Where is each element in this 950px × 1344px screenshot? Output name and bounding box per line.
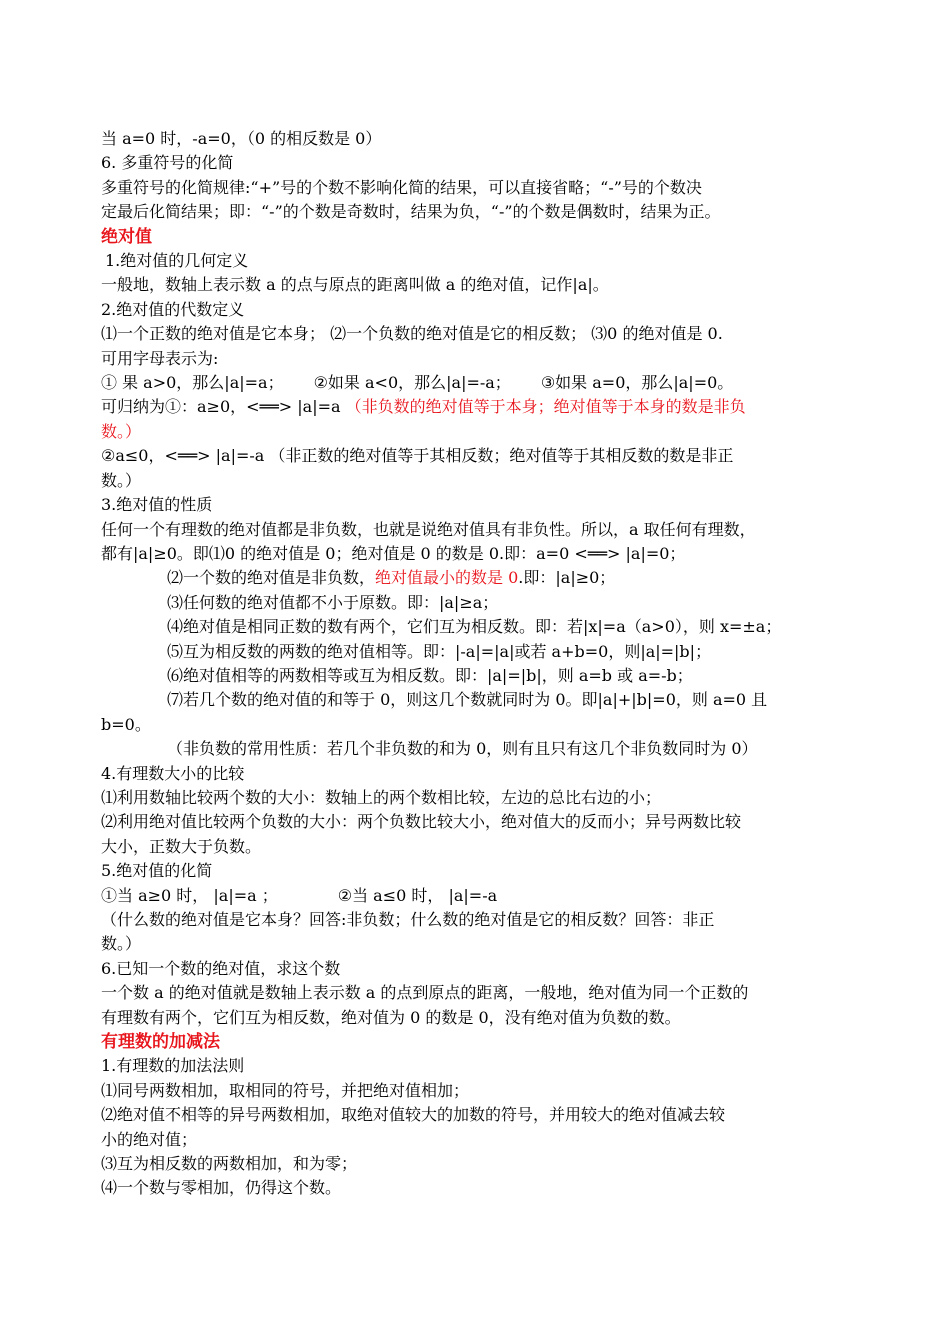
section-title: 6. 多重符号的化简 [101, 153, 234, 173]
text-line: 当 a=0 时，-a=0，（0 的相反数是 0） [101, 129, 382, 148]
text-line: ⑵利用绝对值比较两个负数的大小：两个负数比较大小，绝对值大的反而小；异号两数比较 [101, 812, 742, 832]
section-title: 1.绝对值的几何定义 [105, 251, 249, 271]
text-line: ②a≤0，<══> |a|=-a （非正数的绝对值等于其相反数；绝对值等于其相反数的数是非正 [101, 446, 734, 466]
text-line: ⑵绝对值不相等的异号两数相加，取绝对值较大的加数的符号，并用较大的绝对值减去较 [101, 1105, 726, 1125]
text-line: 小的绝对值； [101, 1129, 198, 1149]
text-line: 一个数 a 的绝对值就是数轴上表示数 a 的点到原点的距离，一般地，绝对值为同一个正数的 [101, 983, 749, 1003]
text-line: ⑹绝对值相等的两数相等或互为相反数。即：|a|=|b|，则 a=b 或 a=-b； [167, 665, 693, 685]
section-title: 3.绝对值的性质 [101, 495, 213, 515]
text-line: ⑷一个数与零相加，仍得这个数。 [101, 1178, 342, 1198]
section-title: 4.有理数大小的比较 [101, 763, 245, 783]
text-line: 有理数有两个，它们互为相反数，绝对值为 0 的数是 0，没有绝对值为负数的数。 [101, 1007, 681, 1027]
section-title: 2.绝对值的代数定义 [101, 299, 245, 319]
text-line: 多重符号的化简规律:“+”号的个数不影响化简的结果，可以直接省略；“-”号的个数决 [101, 177, 702, 197]
text-line: 数。） [101, 470, 142, 490]
section-title: 5.绝对值的化简 [101, 861, 213, 881]
text-line: 定最后化简结果；即：“-”的个数是奇数时，结果为负，“-”的个数是偶数时，结果为正。 [101, 202, 721, 222]
text-line: 数。） [101, 934, 142, 954]
text-line: 一般地，数轴上表示数 a 的点与原点的距离叫做 a 的绝对值，记作|a|。 [101, 275, 609, 295]
property-text: ⑵一个数的绝对值是非负数， [167, 568, 376, 588]
document-page [101, 127, 861, 1201]
text-line [101, 371, 861, 395]
highlight-text: （非负数的绝对值等于本身；绝对值等于本身的数是非负 [345, 397, 746, 417]
text-line: （非负数的常用性质：若几个非负数的和为 0，则有且只有这几个非负数同时为 0） [167, 739, 758, 759]
text-line: ⑶任何数的绝对值都不小于原数。即：|a|≥a； [167, 592, 499, 612]
property-text: .即：|a|≥0； [518, 568, 616, 588]
text-line: 任何一个有理数的绝对值都是非负数，也就是说绝对值具有非负性。所以，a 取任何有理数， [101, 519, 756, 539]
text-line: ⑴一个正数的绝对值是它本身； ⑵一个负数的绝对值是它的相反数； ⑶0 的绝对值是 0. [101, 324, 723, 344]
text-line: ⑸互为相反数的两数的绝对值相等。即：|-a|=|a|或若 a+b=0，则|a|=|b|； [167, 641, 712, 661]
text-line: 都有|a|≥0。即⑴0 的绝对值是 0；绝对值是 0 的数是 0.即：a=0 <══> |a|=0； [101, 543, 686, 563]
highlight-text: 绝对值最小的数是 0 [375, 568, 519, 588]
simplify-case-2: ②当 a≤0 时， |a|=-a [337, 885, 498, 905]
text-line [101, 395, 861, 419]
text-line: ⑴同号两数相加，取相同的符号，并把绝对值相加； [101, 1080, 470, 1100]
text-line: 可用字母表示为: [101, 348, 219, 368]
case-zero: ③如果 a=0，那么|a|=0。 [540, 373, 734, 393]
simplify-case-1: ①当 a≥0 时， |a|=a ； [101, 885, 278, 905]
heading-absolute-value: 绝对值 [101, 226, 152, 247]
case-negative: ②如果 a<0，那么|a|=-a； [313, 373, 511, 393]
text-line [101, 884, 861, 908]
heading-addition-subtraction: 有理数的加减法 [101, 1032, 220, 1053]
text-line: （什么数的绝对值是它本身？回答:非负数；什么数的绝对值是它的相反数？回答：非正 [101, 910, 715, 929]
text-line [101, 566, 861, 590]
text-line: b=0。 [101, 714, 151, 734]
text-line: ⑴利用数轴比较两个数的大小：数轴上的两个数相比较，左边的总比右边的小； [101, 787, 662, 807]
section-title: 6.已知一个数的绝对值，求这个数 [101, 958, 341, 978]
text-line: ⑷绝对值是相同正数的数有两个，它们互为相反数。即：若|x|=a（a>0），则 x=±a； [167, 617, 782, 637]
summary-text: 可归纳为①：a≥0，<══> |a|=a [101, 397, 346, 417]
highlight-text: 数。） [101, 421, 142, 441]
case-positive: ① 果 a>0，那么|a|=a； [101, 373, 284, 393]
text-line: 大小，正数大于负数。 [101, 836, 262, 856]
text-line: ⑺若几个数的绝对值的和等于 0，则这几个数就同时为 0。即|a|+|b|=0，则 a=0 且 [167, 690, 768, 710]
section-title: 1.有理数的加法法则 [101, 1056, 245, 1076]
text-line: ⑶互为相反数的两数相加，和为零； [101, 1154, 358, 1174]
